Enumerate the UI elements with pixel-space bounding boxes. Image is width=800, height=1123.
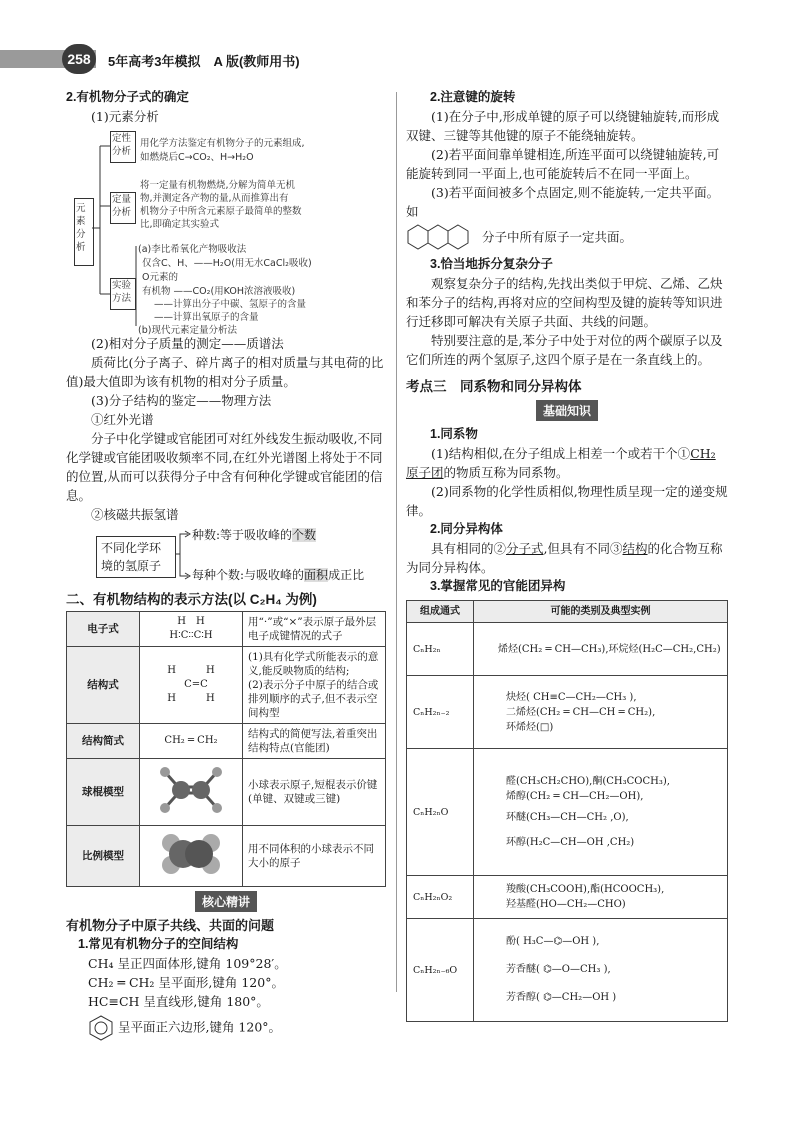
representation-table <box>66 611 386 887</box>
table-row <box>407 919 728 1022</box>
page-number: 258 <box>62 44 96 74</box>
table-row <box>407 749 728 876</box>
rep-desc: 用不同体积的小球表示不同大小的原子 <box>243 826 386 887</box>
hw-brace-lines <box>66 128 386 332</box>
rep-formula: H H C=C H H <box>140 647 243 724</box>
hw-exp-5: ——计算出分子中碳、氢原子的含量 <box>154 299 307 310</box>
hw-exp-1: (a)李比希氧化产物吸收法 <box>138 244 247 255</box>
hw-outer: 元素分析 <box>76 203 86 253</box>
examples: 烯烃(CH₂ ═ CH—CH₃),环烷烃(H₂C—CH₂,CH₂) <box>474 623 728 676</box>
rep-section-title: 二、有机物结构的表示方法(以 C₂H₄ 为例) <box>66 592 317 607</box>
answer-1: CH₂ 原子团 <box>406 446 716 480</box>
c1-line-2: CH₂ ═ CH₂ 呈平面形,键角 120°。 <box>88 975 284 990</box>
rep-desc: (1)具有化学式所能表示的意义,能反映物质的结构; (2)表示分子中原子的结合或排列顺序的式子,但不表示空间构型 <box>243 647 386 724</box>
t2-text: 具有相同的②分子式,但具有不同③结构的化合物互称为同分异构体。 <box>406 541 723 575</box>
ball-stick-model <box>140 759 243 826</box>
table-row <box>67 826 386 887</box>
anthracene-line: 分子中所有原子一定共面。 <box>406 223 728 253</box>
benzene-line: 呈平面正六边形,键角 120°。 <box>66 1015 386 1041</box>
r2-2: (2)若平面间靠单键相连,所连平面可以绕键轴旋转,可能旋转到同一平面上,也可能旋转后不在同一平面上。 <box>406 147 720 181</box>
basic-badge: 基础知识 <box>536 400 598 421</box>
rep-formula: H H H∶C∶∶C∶H <box>140 612 243 647</box>
formula: CₙH₂ₙO₂ <box>407 876 474 919</box>
hw-quant-2: 物,并测定各产物的量,从而推算出有 <box>140 193 289 204</box>
s2-2-text: 质荷比(分子离子、碎片离子的相对质量与其电荷的比值)最大值即为该有机物的相对分子质量。 <box>66 355 384 389</box>
benzene-icon <box>88 1015 114 1041</box>
r2-1: (1)在分子中,形成单键的原子可以绕键轴旋转,而形成双键、三键等其他键的原子不能绕轴旋转。 <box>406 109 720 143</box>
answer-2: 分子式 <box>506 541 544 556</box>
hw-exp-label: 实验方法 <box>112 280 132 304</box>
rep-desc: 用“·”或“×”表示原子最外层电子成键情况的式子 <box>243 612 386 647</box>
formula: CₙH₂ₙO <box>407 749 474 876</box>
hw-quant-label: 定量分析 <box>112 194 132 218</box>
rep-name: 结构简式 <box>67 724 140 759</box>
space-filling-model <box>140 826 243 887</box>
r3-2: 特别要注意的是,苯分子中处于对位的两个碳原子以及它们所连的两个氢原子,这四个原子是在一条直线上的。 <box>406 333 723 367</box>
hw-exp-6: ——计算出氧原子的含量 <box>154 312 259 323</box>
rep-desc: 小球表示原子,短棍表示价键(单键、双键或三键) <box>243 759 386 826</box>
hw-exp-4: 有机物 ——CO₂(用KOH浓溶液吸收) <box>142 286 296 297</box>
nmr-box: 不同化学环境的氢原子 <box>96 536 176 578</box>
table-row <box>67 724 386 759</box>
ir-title: ①红外光谱 <box>91 412 154 427</box>
space-filling-icon <box>151 829 231 879</box>
c1-line-3: HC≡CH 呈直线形,键角 180°。 <box>88 994 269 1009</box>
isomer-table <box>406 600 728 1022</box>
hw-qual-label: 定性分析 <box>112 133 132 157</box>
hw-exp-3: O元素的 <box>142 272 178 283</box>
formula: CₙH₂ₙ <box>407 623 474 676</box>
nmr-area-line: 每种个数:与吸收峰的面积成正比 <box>192 568 365 582</box>
table-row <box>407 876 728 919</box>
col-header: 可能的类别及典型实例 <box>474 601 728 623</box>
s2-2: (2)相对分子质量的测定——质谱法 <box>91 336 284 351</box>
t3-title: 3.掌握常见的官能团异构 <box>430 579 566 593</box>
nmr-count-answer: 个数 <box>292 528 317 542</box>
nmr-title: ②核磁共振氢谱 <box>91 507 179 522</box>
right-column <box>406 88 728 1022</box>
table-row <box>67 612 386 647</box>
left-column <box>66 88 386 1041</box>
rep-name: 比例模型 <box>67 826 140 887</box>
element-analysis-handwritten-chart <box>66 128 386 336</box>
core-badge: 核心精讲 <box>195 891 257 912</box>
examples: 炔烃( CH≡C—CH₂—CH₃ ), 二烯烃(CH₂ ═ CH—CH ═ CH₂), 环烯烃(□) <box>474 676 728 749</box>
kp3-title: 考点三 同系物和同分异构体 <box>406 379 582 394</box>
col-header: 组成通式 <box>407 601 474 623</box>
ball-stick-icon <box>151 762 231 818</box>
hw-exp-7: (b)现代元素定量分析法 <box>138 325 237 336</box>
c1-title: 1.常见有机物分子的空间结构 <box>78 937 239 951</box>
examples: 羧酸(CH₃COOH),酯(HCOOCH₃), 羟基醛(HO—CH₂—CHO) <box>474 876 728 919</box>
formula: CₙH₂ₙ₋₂ <box>407 676 474 749</box>
r3-title: 3.恰当地拆分复杂分子 <box>430 257 553 271</box>
r2-3: (3)若平面间被多个点固定,则不能旋转,一定共平面。如 <box>406 185 720 219</box>
hw-qual-2: 如燃烧后C→CO₂、H→H₂O <box>140 152 254 163</box>
rep-name: 结构式 <box>67 647 140 724</box>
table-row <box>67 759 386 826</box>
table-header-row <box>407 601 728 623</box>
table-row <box>407 623 728 676</box>
hw-quant-1: 将一定量有机物燃烧,分解为简单无机 <box>140 180 296 191</box>
c1-line-1: CH₄ 呈正四面体形,键角 109°28′。 <box>88 956 287 971</box>
anthracene-icon <box>406 223 478 253</box>
rep-name: 球棍模型 <box>67 759 140 826</box>
column-divider <box>396 92 397 992</box>
t2-title: 2.同分异构体 <box>430 522 503 536</box>
book-title: 5年高考3年模拟 A 版(教师用书) <box>108 54 300 69</box>
nmr-count-line: 种数:等于吸收峰的个数 <box>192 528 317 542</box>
hw-exp-2: 仅含C、H、——H₂O(用无水CaCl₂吸收) <box>142 258 312 269</box>
nmr-diagram <box>66 526 386 584</box>
formula: CₙH₂ₙ₋₆O <box>407 919 474 1022</box>
t1-1: (1)结构相似,在分子组成上相差一个或若干个①CH₂ 原子团的物质互称为同系物。 <box>406 446 716 480</box>
s2-1: (1)元素分析 <box>91 109 159 124</box>
hw-quant-4: 比,即确定其实验式 <box>140 219 220 230</box>
r2-title: 2.注意键的旋转 <box>430 90 516 104</box>
nmr-area-answer: 面积 <box>304 568 329 582</box>
r3-1: 观察复杂分子的结构,先找出类似于甲烷、乙烯、乙炔和苯分子的结构,再将对应的空间构型及键的旋转等知识进行迁移即可解决有关原子共面、共线的问题。 <box>406 276 723 329</box>
rep-name: 电子式 <box>67 612 140 647</box>
page-header <box>0 44 800 74</box>
examples: 酚( H₃C—⌬—OH ), 芳香醚( ⌬—O—CH₃ ), 芳香醇( ⌬—CH₂—OH ) <box>474 919 728 1022</box>
examples: 醛(CH₃CH₂CHO),酮(CH₃COCH₃), 烯醇(CH₂ ═ CH—CH₂—OH), 环醚(CH₃—CH—CH₂ ,O), 环醇(H₂C—CH—OH ,CH₂) <box>474 749 728 876</box>
answer-3: 结构 <box>622 541 648 556</box>
rep-formula: CH₂ ═ CH₂ <box>140 724 243 759</box>
hw-qual-1: 用化学方法鉴定有机物分子的元素组成, <box>140 138 305 149</box>
ir-text: 分子中化学键或官能团可对红外线发生振动吸收,不同化学键或官能团吸收频率不同,在红外光谱图上将处于不同的位置,从而可以获得分子中含有何种化学键或官能团的信息。 <box>66 431 383 503</box>
s2-3: (3)分子结构的鉴定——物理方法 <box>91 393 272 408</box>
rep-desc: 结构式的简便写法,着重突出结构特点(官能团) <box>243 724 386 759</box>
table-row <box>407 676 728 749</box>
hw-quant-3: 机物分子中所含元素原子最简单的整数 <box>140 206 302 217</box>
s2-title: 2.有机物分子式的确定 <box>66 90 189 104</box>
table-row <box>67 647 386 724</box>
core-title: 有机物分子中原子共线、共面的问题 <box>66 918 275 933</box>
t1-2: (2)同系物的化学性质相似,物理性质呈现一定的递变规律。 <box>406 484 728 518</box>
t1-title: 1.同系物 <box>430 427 478 441</box>
